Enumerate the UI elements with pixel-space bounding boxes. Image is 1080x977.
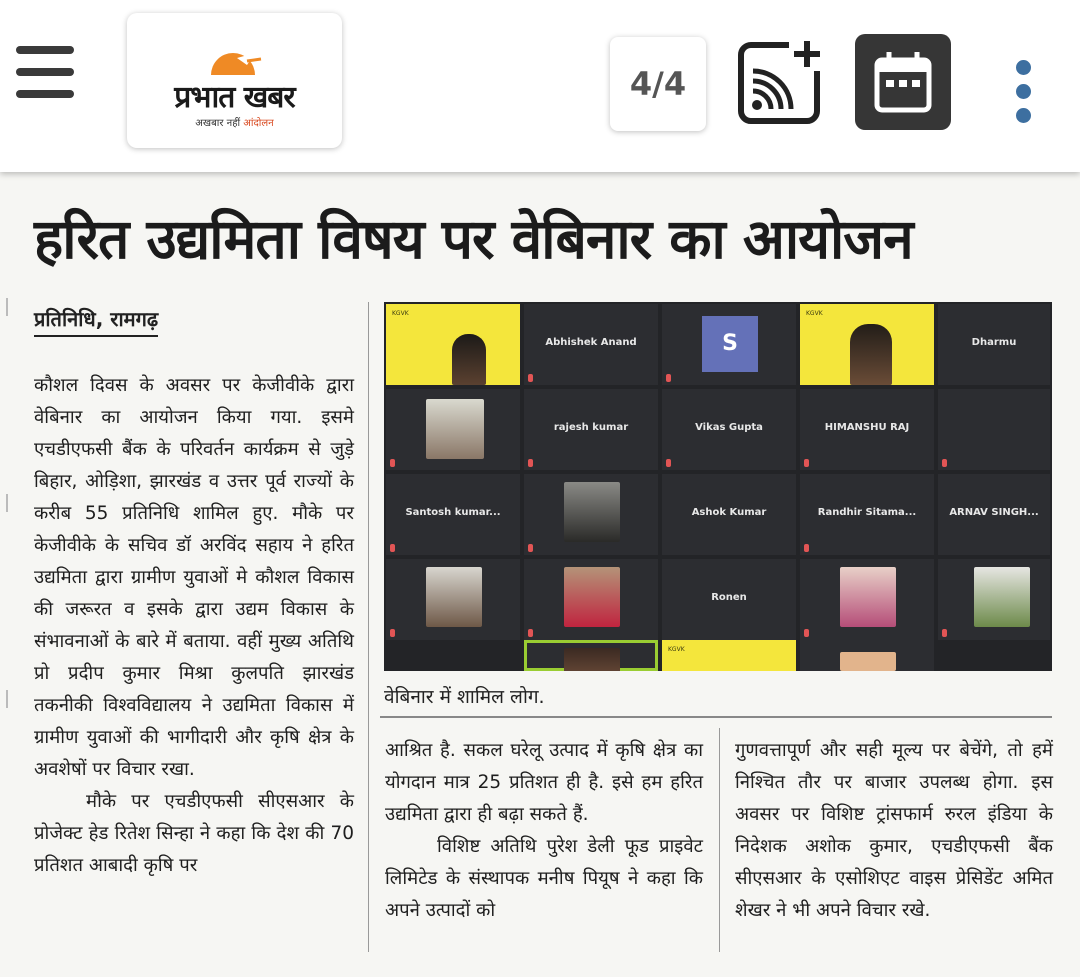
participant-tile <box>662 474 796 555</box>
participant-tile <box>524 389 658 470</box>
brand-name: प्रभात खबर <box>174 80 295 115</box>
article-column-3 <box>735 735 1053 927</box>
calendar-button[interactable] <box>855 34 951 130</box>
page-edge-mark <box>6 494 8 512</box>
participant-tile <box>524 640 658 671</box>
participant-tile <box>662 389 796 470</box>
participant-tile <box>386 559 520 640</box>
participant-name: Vikas Gupta <box>695 421 763 433</box>
rss-feed-add-icon[interactable] <box>737 37 825 125</box>
paragraph: आश्रित है. सकल घरेलू उत्पाद में कृषि क्षेत्र का योगदान मात्र 25 प्रतिशत ही है. इसे हम हरित उद्यमिता द्वारा ही बढ़ा सकते हैं. <box>385 740 703 825</box>
participant-tile <box>386 389 520 470</box>
participant-tile <box>662 304 796 385</box>
participant-tile <box>800 640 934 671</box>
participant-name: Dharmu <box>971 336 1017 348</box>
page-indicator[interactable]: 4/4 <box>610 37 706 131</box>
brand-logo[interactable] <box>127 13 342 148</box>
participant-name: Ashok Kumar <box>691 506 767 518</box>
participant-name: Santosh kumar... <box>405 506 501 518</box>
tile-header: KGVK <box>806 310 823 317</box>
participant-tile <box>800 304 934 385</box>
tile-header: KGVK <box>668 646 685 653</box>
article-byline: प्रतिनिधि, रामगढ़ <box>34 305 158 337</box>
participant-avatar: S <box>702 316 758 372</box>
participant-name: ARNAV SINGH... <box>949 506 1039 518</box>
participant-name: Ronen <box>711 591 747 603</box>
page-edge-mark <box>6 298 8 316</box>
participant-tile <box>800 559 934 640</box>
participant-tile <box>938 389 1050 470</box>
participant-tile <box>938 559 1050 640</box>
participant-tile <box>800 389 934 470</box>
participant-tile <box>524 559 658 640</box>
participant-tile <box>938 304 1050 385</box>
page-edge-mark <box>6 690 8 708</box>
column-divider <box>368 302 369 952</box>
participant-tile <box>524 474 658 555</box>
app-top-bar <box>0 0 1080 172</box>
paragraph: विशिष्ट अतिथि पुरेश डेली फूड प्राइवेट लिमिटेड के संस्थापक मनीष पियूष ने कहा कि अपने उत्पादों को <box>385 836 703 921</box>
participant-name: HIMANSHU RAJ <box>824 421 910 433</box>
participant-name: Abhishek Anand <box>545 336 637 348</box>
participant-tile <box>662 640 796 671</box>
column-divider <box>719 728 720 952</box>
tile-header: KGVK <box>392 310 409 317</box>
paragraph: गुणवत्तापूर्ण और सही मूल्य पर बेचेंगे, तो हमें निश्चित तौर पर बाजार उपलब्ध होगा. इस अवसर पर विशिष्ट ट्रांसफार्म रुरल इंडिया के निदेशक अशोक कुमार, एचडीएफसी बैंक सीएसआर के एसोशिएट वाइस प्रेसिडेंट अमित शेखर ने भी अपने विचार रखे. <box>735 740 1053 921</box>
article-column-1 <box>34 370 354 882</box>
article-column-2 <box>385 735 703 927</box>
participant-tile <box>386 304 520 385</box>
tagline-prefix: अखबार नहीं <box>195 118 241 129</box>
tagline-suffix: आंदोलन <box>243 118 274 129</box>
participant-tile <box>938 474 1050 555</box>
article-headline: हरित उद्यमिता विषय पर वेबिनार का आयोजन <box>34 206 913 271</box>
participant-tile <box>662 559 796 640</box>
participant-name: rajesh kumar <box>553 421 629 433</box>
photo-caption: वेबिनार में शामिल लोग. <box>384 686 545 708</box>
calendar-icon <box>855 34 951 130</box>
paragraph: मौके पर एचडीएफसी सीएसआर के प्रोजेक्ट हेड रितेश सिन्हा ने कहा कि देश की 70 प्रतिशत आबादी कृषि पर <box>34 791 354 876</box>
participant-tile <box>524 304 658 385</box>
paragraph: कौशल दिवस के अवसर पर केजीवीके द्वारा वेबिनार का आयोजन किया गया. इसमे एचडीएफसी बैंक के परिवर्तन कार्यक्रम से जुड़े बिहार, ओड़िशा, झारखंड व उत्तर पूर्व राज्यों के करीब 55 प्रतिनिधि शामिल हुए. मौके पर केजीवीके के सचिव डॉ अरविंद सहाय ने हरित उद्यमिता द्वारा ग्रामीण युवाओं मे कौशल विकास की जरूरत व इसके द्वारा उद्यम विकास के संभावनाओं के बारे में बताया. वहीं मुख्य अतिथि प्रो प्रदीप कुमार मिश्रा कुलपति झारखंड तकनीकी विश्वविद्यालय ने उद्यमिता विकास में ग्रामीण युवाओं की भागीदारी और कृषि क्षेत्र के अवशेषों पर विचार रखा. <box>34 375 354 780</box>
more-vertical-icon[interactable] <box>1010 60 1038 124</box>
brand-tagline <box>127 115 342 129</box>
participant-tile <box>386 474 520 555</box>
participant-name: Randhir Sitama... <box>817 506 917 518</box>
caption-divider <box>380 716 1052 718</box>
hamburger-menu-icon[interactable] <box>16 46 74 98</box>
sunrise-logo-icon <box>127 13 342 83</box>
participant-tile <box>800 474 934 555</box>
webinar-screenshot-photo <box>384 302 1052 671</box>
